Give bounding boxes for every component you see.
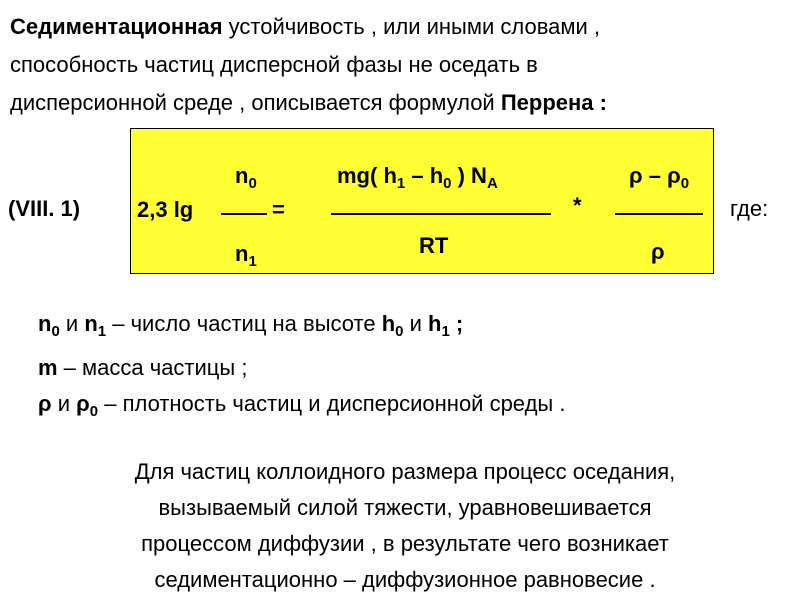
conclusion-paragraph — [40, 454, 770, 598]
formula-name: Перрена : — [500, 90, 607, 115]
fraction-2-numerator: mg( $h_1 - h_0$ ) $N_A$ — [337, 163, 498, 192]
equation-number: (VIII. 1) — [8, 196, 81, 221]
intro-line-2: способность частиц дисперсной фазы не оседать в — [10, 52, 538, 77]
intro-line-3-start: дисперсионной среде , описывается формулой — [10, 90, 501, 115]
conclusion-line-4: седиментационно – диффузионное равновесие . — [154, 567, 656, 592]
conclusion-line-2: вызываемый силой тяжести, уравновешивается — [158, 495, 652, 520]
where-label: где: — [730, 196, 769, 221]
fraction-1-bar — [221, 213, 267, 215]
fraction-3-numerator: ρ – $\rho_0$ — [629, 163, 690, 192]
fraction-2-denominator: RT — [419, 233, 449, 258]
definition-m: m – масса частицы ; — [38, 355, 248, 380]
definition-rho: ρ и $\rho_0$ – плотность частиц и дисперсионной среды . — [38, 391, 566, 420]
formula-prefix: 2,3 lg — [137, 197, 194, 222]
definitions-list — [38, 306, 778, 430]
equals-sign: = — [272, 197, 285, 222]
term-sedimentation: Седиментационная — [10, 14, 223, 39]
fraction-1-denominator: $n_1$ — [235, 241, 257, 270]
fraction-1-numerator: $n_0$ — [235, 163, 257, 192]
formula-box — [130, 128, 714, 274]
conclusion-line-3: процессом диффузии , в результате чего возникает — [141, 531, 669, 556]
intro-paragraph — [10, 8, 790, 122]
intro-line-1 — [10, 8, 790, 46]
conclusion-line-1: Для частиц коллоидного размера процесс оседания, — [134, 459, 676, 484]
intro-line-3 — [10, 84, 790, 122]
fraction-3-bar — [615, 213, 703, 215]
fraction-3-denominator: ρ — [651, 239, 665, 264]
fraction-2-bar — [331, 213, 551, 215]
multiply-sign: * — [573, 193, 582, 218]
definition-n: $n_0$ и $n_1$ – число частиц на высоте $h_0$ и $h_1$ ; — [38, 311, 464, 340]
intro-line-1-rest: устойчивость , или иными словами , — [222, 14, 601, 39]
